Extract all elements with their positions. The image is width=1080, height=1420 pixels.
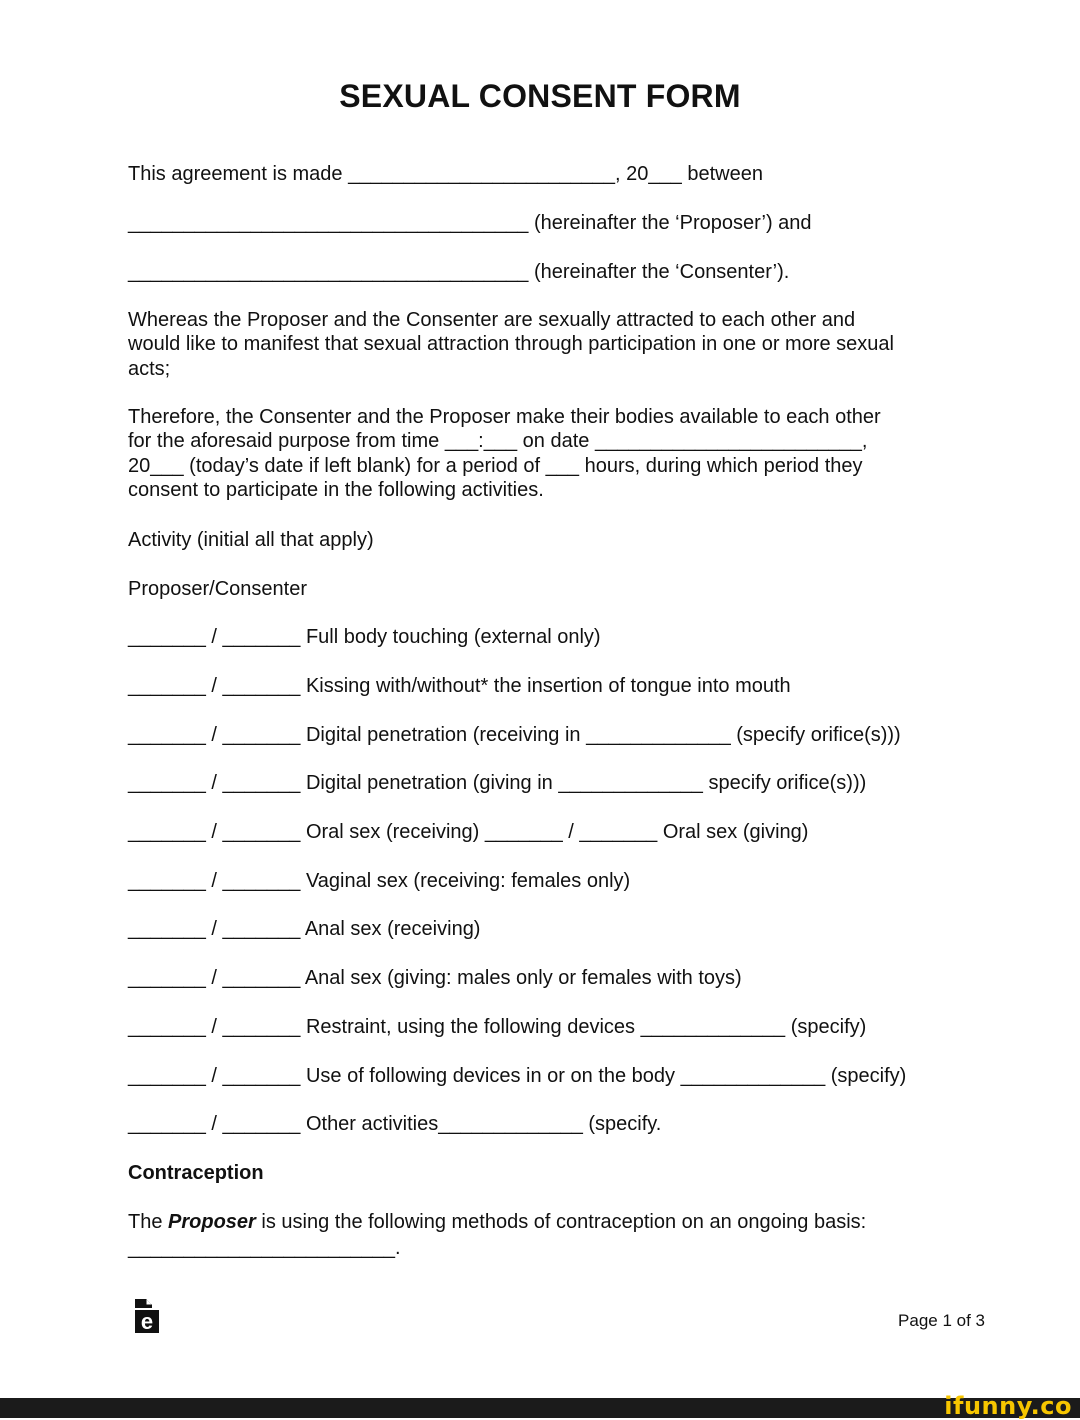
activity-item: _______ / _______ Anal sex (giving: males only or females with toys) xyxy=(128,967,742,989)
contraception-heading: Contraception xyxy=(128,1162,264,1184)
whereas-paragraph: Whereas the Proposer and the Consenter are sexually attracted to each other and would like to manifest that sexual attraction through participation in one or more sexual acts; xyxy=(128,309,894,380)
activity-item: _______ / _______ Oral sex (receiving) _______ / _______ Oral sex (giving) xyxy=(128,821,809,843)
contraception-suffix: is using the following methods of contraception on an ongoing basis: xyxy=(255,1211,867,1233)
activity-item: _______ / _______ Restraint, using the following devices _____________ (specify) xyxy=(128,1016,867,1038)
intro-line-consenter: ____________________________________ (hereinafter the ‘Consenter’). xyxy=(128,261,790,283)
activity-heading: Activity (initial all that apply) xyxy=(128,529,374,551)
contraception-prefix: The xyxy=(128,1211,169,1233)
therefore-paragraph: Therefore, the Consenter and the Proposer make their bodies available to each other for the aforesaid purpose from time ___:___ on date ________________________, 20___ (today’s date if left blank) for a period of ___ hours, during which period they consent to participate in the following activities. xyxy=(128,406,881,501)
svg-text:e: e xyxy=(140,1309,154,1334)
ifunny-watermark: ifunny.co xyxy=(944,1392,1072,1420)
activity-item: _______ / _______ Vaginal sex (receiving: females only) xyxy=(128,870,631,892)
activity-item: _______ / _______ Anal sex (receiving) xyxy=(128,918,481,940)
document-e-logo-icon xyxy=(134,1298,160,1334)
roles-heading: Proposer/Consenter xyxy=(128,578,307,600)
activity-item: _______ / _______ Digital penetration (receiving in _____________ (specify orifice(s))) xyxy=(128,724,901,746)
page-number: Page 1 of 3 xyxy=(898,1311,985,1330)
activity-item: _______ / _______ Kissing with/without* the insertion of tongue into mouth xyxy=(128,675,791,697)
activity-item: _______ / _______ Use of following devices in or on the body _____________ (specify) xyxy=(128,1065,907,1087)
activity-item: _______ / _______ Digital penetration (giving in _____________ specify orifice(s))) xyxy=(128,772,867,794)
contraception-statement xyxy=(128,1210,866,1234)
activity-item: _______ / _______ Other activities_____________ (specify. xyxy=(128,1113,662,1135)
intro-line-proposer: ____________________________________ (hereinafter the ‘Proposer’) and xyxy=(128,212,812,234)
intro-line-date: This agreement is made ________________________, 20___ between xyxy=(128,163,763,185)
contraception-blank: ________________________. xyxy=(128,1237,401,1259)
document-title: SEXUAL CONSENT FORM xyxy=(339,78,741,114)
activity-item: _______ / _______ Full body touching (external only) xyxy=(128,626,601,648)
contraception-party: Proposer xyxy=(168,1211,256,1233)
watermark-bar xyxy=(0,1398,1080,1418)
